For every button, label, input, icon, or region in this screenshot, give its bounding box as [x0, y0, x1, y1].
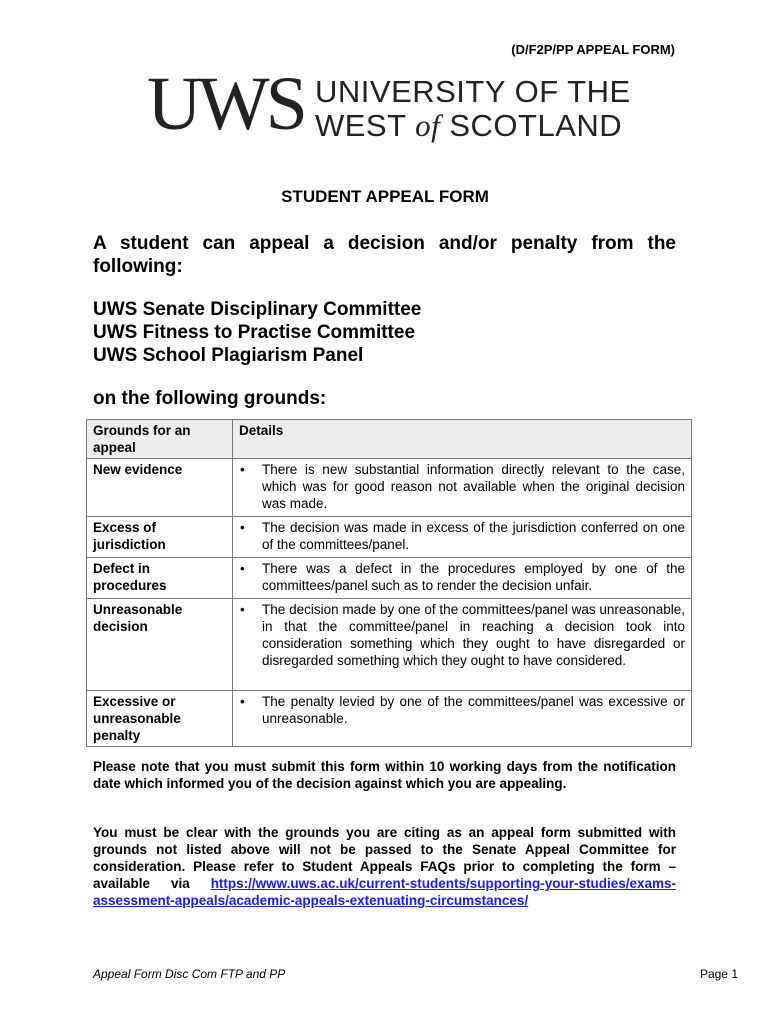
detail-cell: • The penalty levied by one of the committees/panel was excessive or unreasonable. — [233, 691, 692, 747]
grounds-note-text: You must be clear with the grounds you are citing as an appeal form submitted with grounds not listed above will not be passed to the Senate Appeal Committee for consideration. Please refer to Student Appeals FAQs prior to completing the form – available via — [93, 825, 676, 891]
faq-link[interactable]: https://www.uws.ac.uk/current-students/supporting-your-studies/exams-assessment-appeals/academic-appeals-extenuating-circumstances/ — [93, 876, 676, 908]
header-details: Details — [233, 420, 692, 459]
bullet-icon: • — [240, 602, 245, 617]
grounds-heading: on the following grounds: — [93, 388, 327, 409]
bullet-icon: • — [240, 520, 245, 535]
ground-cell: New evidence — [87, 459, 233, 517]
page-number: Page 1 — [699, 967, 738, 981]
footer-doc-name: Appeal Form Disc Com FTP and PP — [93, 967, 286, 981]
committee-list — [93, 298, 421, 367]
uws-logo — [147, 62, 637, 148]
logo-wordmark — [315, 75, 631, 143]
form-code: (D/F2P/PP APPEAL FORM) — [511, 42, 675, 57]
table-row — [87, 691, 692, 747]
committee-item: UWS Fitness to Practise Committee — [93, 322, 416, 343]
table-row — [87, 459, 692, 517]
intro-text: A student can appeal a decision and/or penalty from the following: — [93, 233, 676, 277]
committee-item: UWS School Plagiarism Panel — [93, 345, 364, 366]
committee-item: UWS Senate Disciplinary Committee — [93, 299, 422, 320]
ground-cell: Excess of jurisdiction — [87, 517, 233, 558]
bullet-icon: • — [240, 561, 245, 576]
table-row — [87, 558, 692, 599]
table-row — [87, 599, 692, 691]
ground-cell: Excessive or unreasonable penalty — [87, 691, 233, 747]
logo-line-2: WEST of SCOTLAND — [315, 108, 623, 143]
grounds-table — [86, 419, 692, 747]
grounds-note — [93, 824, 676, 909]
bullet-icon: • — [240, 694, 245, 709]
ground-cell: Defect in procedures — [87, 558, 233, 599]
detail-cell: • There is new substantial information directly relevant to the case, which was for good reason not available when the original decision was made. — [233, 459, 692, 517]
page-title: STUDENT APPEAL FORM — [281, 187, 489, 206]
logo-line-1: UNIVERSITY OF THE — [315, 74, 631, 109]
logo-mark: UWS — [147, 62, 304, 146]
detail-cell: • The decision made by one of the committees/panel was unreasonable, in that the committee/panel in reaching a decision took into consideration something which they ought to have disregarded or disregarded something which they ought to have considered. — [233, 599, 692, 691]
detail-cell: • There was a defect in the procedures employed by one of the committees/panel such as to render the decision unfair. — [233, 558, 692, 599]
bullet-icon: • — [240, 462, 245, 477]
ground-cell: Unreasonable decision — [87, 599, 233, 691]
deadline-note: Please note that you must submit this form within 10 working days from the notification date which informed you of the decision against which you are appealing. — [93, 759, 676, 791]
header-grounds: Grounds for an appeal — [87, 420, 233, 459]
table-row — [87, 517, 692, 558]
detail-cell: • The decision was made in excess of the jurisdiction conferred on one of the committees/panel. — [233, 517, 692, 558]
table-header-row — [87, 420, 692, 459]
